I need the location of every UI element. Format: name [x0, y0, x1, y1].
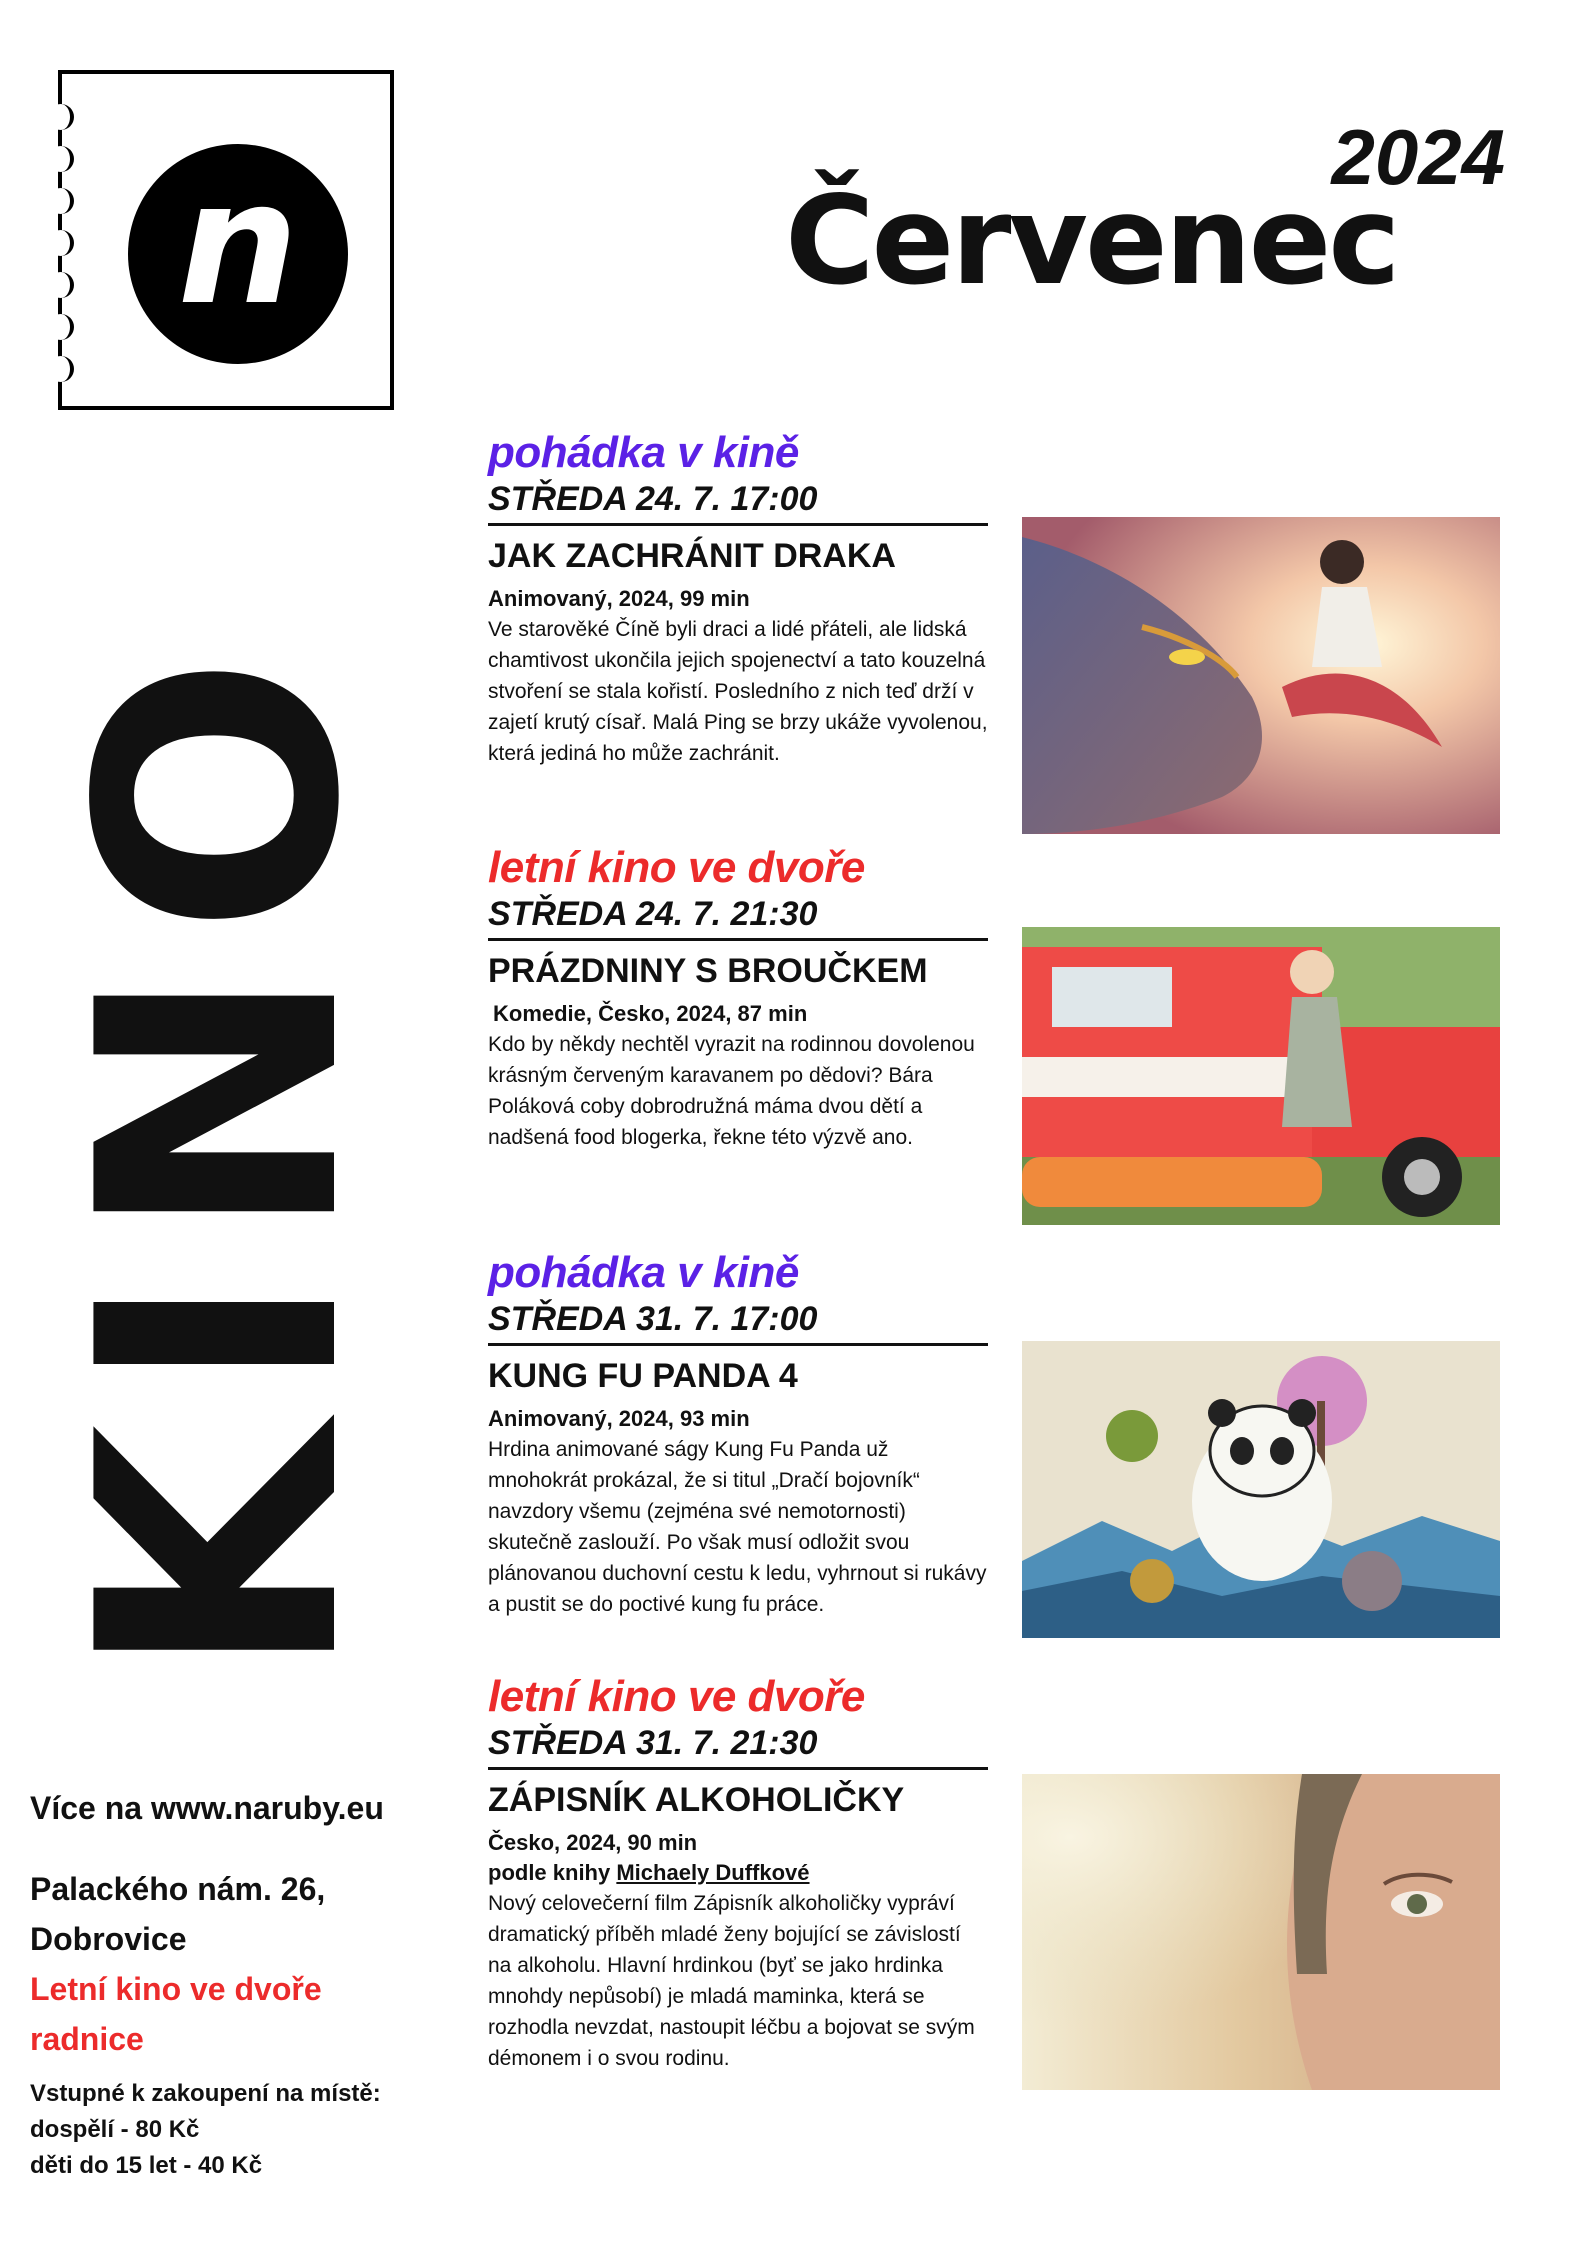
info-panel [30, 1788, 384, 2184]
film-info: Česko, 2024, 90 min [488, 1830, 698, 1855]
film-info: Animovaný, 2024, 99 min [488, 586, 750, 611]
film-description: Hrdina animované ságy Kung Fu Panda už mnohokrát prokázal, že si titul „Dračí bojovník“ navzdory všemu (zejména své nemotornosti) skutečně zaslouží. Po však musí odložit svou plánovanou duchovní cestu k ledu, vyhrnout si rukávy a pustit se do poctivé kung fu práce. [488, 1438, 987, 1616]
logo-notch [48, 230, 74, 256]
event-datetime: STŘEDA 24. 7. 17:00 [488, 478, 988, 526]
address-line-1: Palackého nám. 26, [30, 1871, 326, 1907]
film-description: Nový celovečerní film Zápisník alkoholičky vypráví dramatický příběh mladé ženy bojující se závislostí na alkoholu. Hlavní hrdinkou (byť se jako hrdinka mnohdy nepůsobí) je mladá maminka, která se rozhodla nevzdat, nastoupit léčbu a bojovat se svým démonem i o svou rodinu. [488, 1892, 975, 2070]
film-poster-caravan [1022, 927, 1500, 1225]
film-poster-panda [1022, 1341, 1500, 1638]
book-prefix: podle knihy [488, 1860, 617, 1885]
event-datetime: STŘEDA 31. 7. 21:30 [488, 1722, 988, 1770]
address-line-2: Dobrovice [30, 1921, 187, 1957]
venue-line-2: radnice [30, 2021, 144, 2057]
film-title: JAK ZACHRÁNIT DRAKA [488, 537, 896, 575]
event-3 [488, 1248, 988, 1620]
event-datetime: STŘEDA 24. 7. 21:30 [488, 893, 988, 941]
film-description: Kdo by někdy nechtěl vyrazit na rodinnou dovolenou krásným červeným karavanem po dědovi? Bára Poláková coby dobrodružná máma dvou dětí a nadšená food blogerka, řekne této výzvě ano. [488, 1033, 975, 1149]
film-title: PRÁZDNINY S BROUČKEM [488, 952, 928, 990]
event-category: pohádka v kině [488, 1248, 799, 1297]
film-poster-dragon [1022, 517, 1500, 834]
logo-notch [48, 272, 74, 298]
film-title: ZÁPISNÍK ALKOHOLIČKY [488, 1781, 905, 1819]
film-title: KUNG FU PANDA 4 [488, 1357, 798, 1395]
event-category: letní kino ve dvoře [488, 843, 865, 892]
tickets-heading: Vstupné k zakoupení na místě: [30, 2080, 381, 2107]
year: 2024 [1331, 113, 1505, 201]
logo-notch [48, 104, 74, 130]
logo-notch [48, 314, 74, 340]
price-adults: dospělí - 80 Kč [30, 2116, 200, 2143]
event-4 [488, 1672, 988, 2074]
book-author: Michaely Duffkové [616, 1860, 810, 1885]
event-category: pohádka v kině [488, 428, 799, 477]
film-poster-woman [1022, 1774, 1500, 2090]
film-info: Animovaný, 2024, 93 min [488, 1406, 750, 1431]
event-1 [488, 428, 988, 769]
price-children: děti do 15 let - 40 Kč [30, 2152, 263, 2179]
venue-line-1: Letní kino ve dvoře [30, 1971, 322, 2007]
event-datetime: STŘEDA 31. 7. 17:00 [488, 1298, 988, 1346]
event-category: letní kino ve dvoře [488, 1672, 865, 1721]
kino-vertical-title: KINO [28, 624, 412, 1680]
logo-notch [48, 146, 74, 172]
website-link[interactable]: Více na www.naruby.eu [30, 1790, 384, 1826]
film-book-credit [488, 1858, 988, 1888]
logo-notch [48, 188, 74, 214]
film-info: Komedie, Česko, 2024, 87 min [493, 1001, 808, 1026]
event-2 [488, 843, 988, 1153]
logo [58, 70, 394, 410]
logo-mark: n [128, 144, 348, 364]
logo-notch [48, 356, 74, 382]
film-description: Ve starověké Číně byli draci a lidé přáteli, ale lidská chamtivost ukončila jejich spojenectví a tato kouzelná stvoření se stala kořistí. Posledního z nich teď drží v zajetí krutý císař. Malá Ping se brzy ukáže vyvolenou, která jediná ho může zachránit. [488, 618, 988, 765]
page-title: Červenec [785, 170, 1398, 312]
